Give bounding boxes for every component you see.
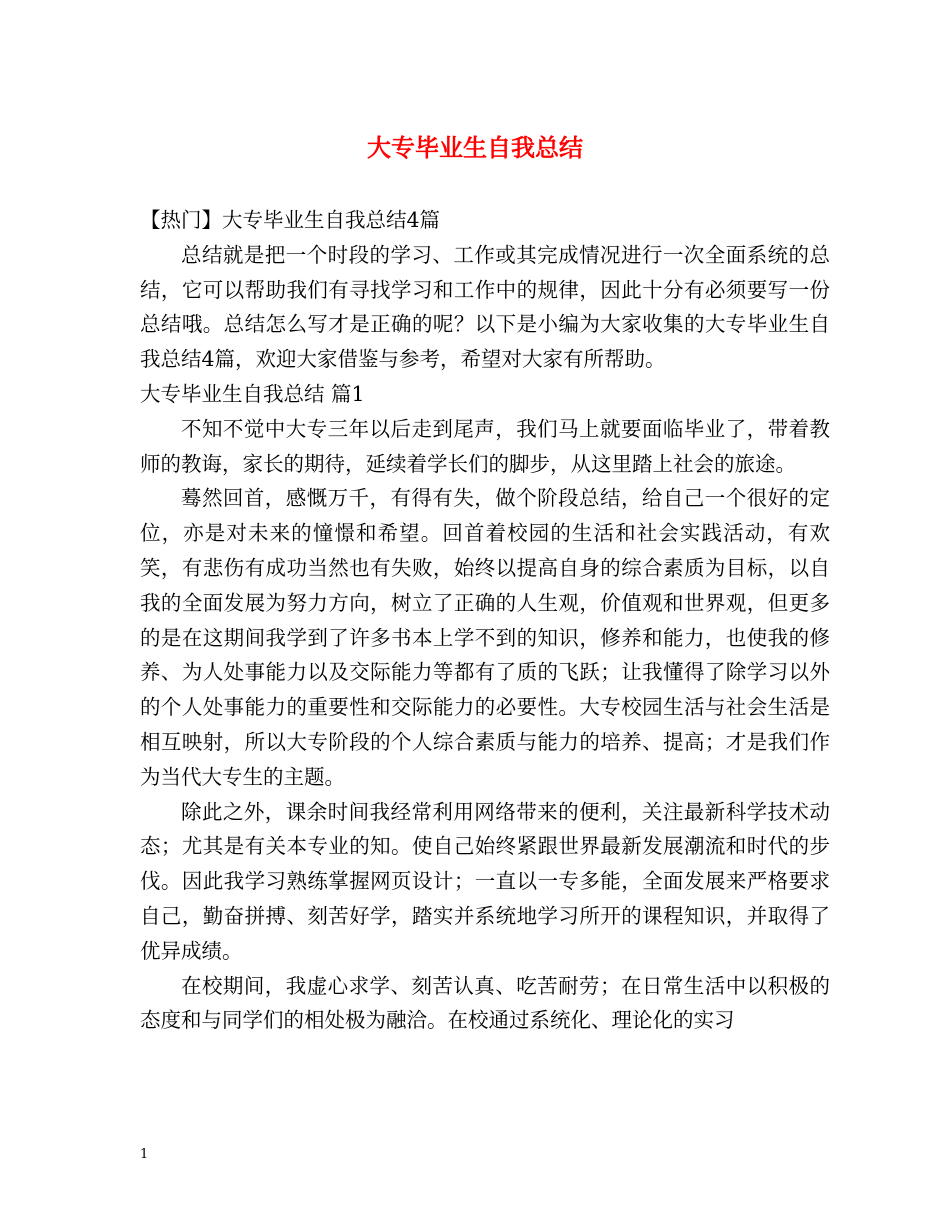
- document-title: 大专毕业生自我总结: [367, 134, 583, 162]
- paragraph-heading: 【热门】大专毕业生自我总结4篇: [140, 208, 441, 232]
- page-number: 1: [140, 1147, 149, 1162]
- section-heading: 大专毕业生自我总结 篇1: [140, 381, 365, 406]
- paragraph: 除此之外，课余时间我经常利用网络带来的便利，关注最新科学技术动态；尤其是有关本专业的知。使自己始终紧跟世界最新发展潮流和时代的步伐。因此我学习熟练掌握网页设计；一直以一专多能，全面发展来严格要求自己，勤奋拼搏、刻苦好学，踏实并系统地学习所开的课程知识，并取得了优异成绩。: [140, 799, 830, 963]
- paragraph: 蓦然回首，感慨万千，有得有失，做个阶段总结，给自己一个很好的定位，亦是对未来的憧憬和希望。回首着校园的生活和社会实践活动，有欢笑，有悲伤有成功当然也有失败，始终以提高自身的综合素质为目标，以自我的全面发展为努力方向，树立了正确的人生观，价值观和世界观，但更多的是在这期间我学到了许多书本上学不到的知识，修养和能力，也使我的修养、为人处事能力以及交际能力等都有了质的飞跃；让我懂得了除学习以外的个人处事能力的重要性和交际能力的必要性。大专校园生活与社会生活是相互映射，所以大专阶段的个人综合素质与能力的培养、提高；才是我们作为当代大专生的主题。: [140, 486, 830, 789]
- document-body: [140, 203, 830, 1038]
- paragraph: 不知不觉中大专三年以后走到尾声，我们马上就要面临毕业了，带着教师的教诲，家长的期待，延续着学长们的脚步，从这里踏上社会的旅途。: [140, 416, 830, 476]
- paragraph-intro: 总结就是把一个时段的学习、工作或其完成情况进行一次全面系统的总结，它可以帮助我们有寻找学习和工作中的规律，因此十分有必须要写一份总结哦。总结怎么写才是正确的呢？以下是小编为大家收集的大专毕业生自我总结4篇，欢迎大家借鉴与参考，希望对大家有所帮助。: [140, 242, 830, 372]
- paragraph: 在校期间，我虚心求学、刻苦认真、吃苦耐劳；在日常生活中以积极的态度和与同学们的相处极为融洽。在校通过系统化、理论化的实习: [140, 973, 830, 1033]
